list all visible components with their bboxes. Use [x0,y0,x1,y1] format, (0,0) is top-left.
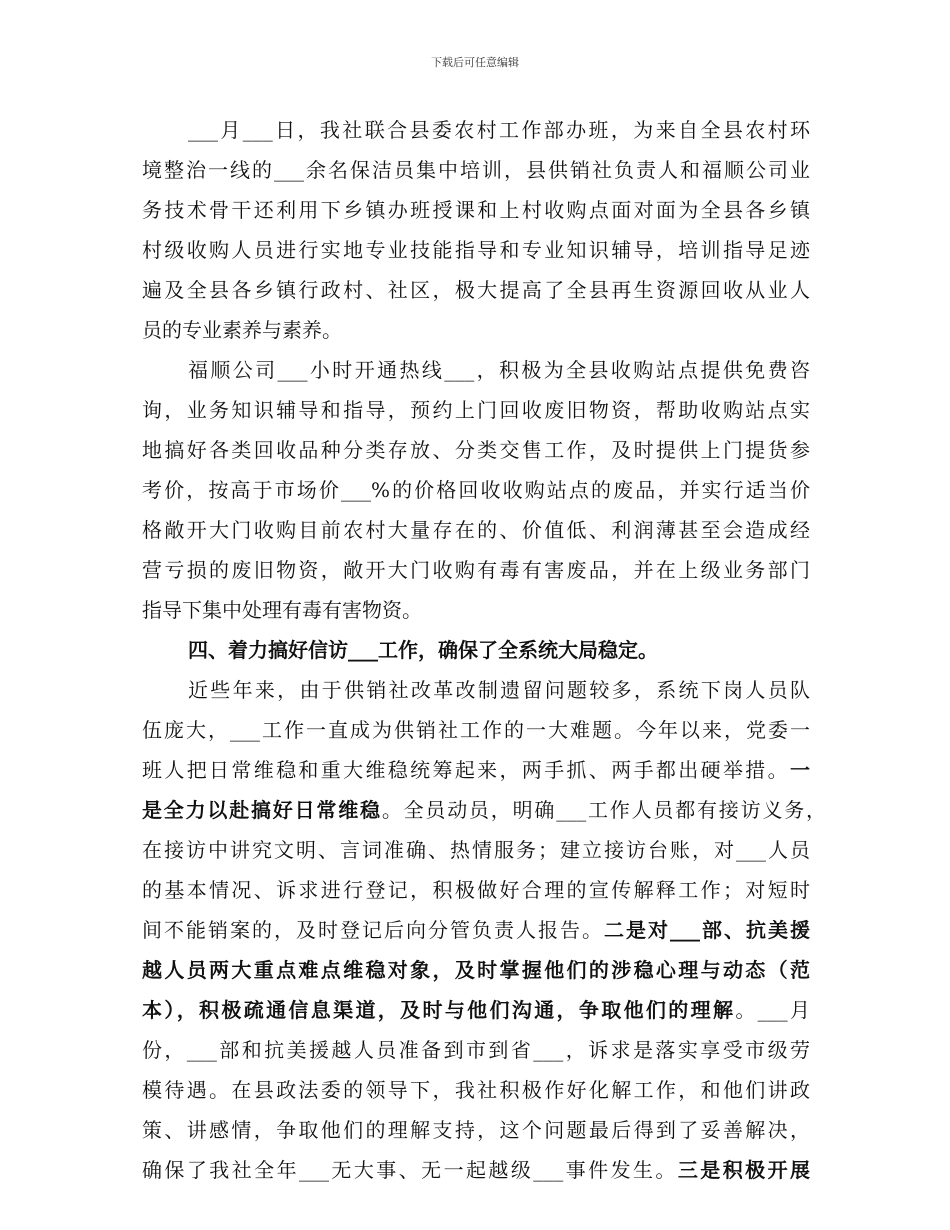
text-line [188,630,658,670]
bold-text-segment: 越人员两大重点难点维稳对象，及时掌握他们的涉稳心理与动态（范 [142,958,810,982]
text-line [142,1070,810,1110]
text-segment: 近些年来，由于供销社改革改制遗留问题较多，系统下岗人员队 [188,678,810,702]
text-line [142,230,810,270]
text-line [142,590,422,630]
text-segment: 模待遇。在县政法委的领导下，我社积极作好化解工作，和他们讲政 [142,1078,810,1102]
bold-text-segment: 本），积极疏通信息渠道，及时与他们沟通，争取他们的理解 [142,998,736,1022]
text-line [188,670,810,710]
text-segment: 员的专业素养与素养。 [142,318,342,342]
text-segment: 的基本情况、诉求进行登记，积极做好合理的宣传解释工作；对短时 [142,878,810,902]
text-segment: 班人把日常维稳和重大维稳统筹起来，两手抓、两手都出硬举措。 [142,758,790,782]
text-line [142,470,810,510]
text-line [142,550,810,590]
text-line [142,750,810,790]
text-line [142,310,342,350]
text-segment: 间不能销案的，及时登记后向分管负责人报告。 [142,918,604,942]
text-segment: ___月___日，我社联合县委农村工作部办班，为来自全县农村环 [188,118,810,142]
text-line [142,710,810,750]
text-line [142,1110,810,1150]
bold-text-segment: 四、着力搞好信访___工作，确保了全系统大局稳定。 [188,638,658,662]
text-line [142,1030,810,1070]
text-line [142,150,810,190]
text-line [142,270,810,310]
text-segment: 。全员动员，明确___工作人员都有接访义务， [381,798,827,822]
text-segment: 务技术骨干还利用下乡镇办班授课和上村收购点面对面为全县各乡镇 [142,198,810,222]
text-line [142,910,810,950]
text-line [142,390,810,430]
text-segment: 营亏损的废旧物资，敞开大门收购有毒有害废品，并在上级业务部门 [142,558,810,582]
text-segment: 在接访中讲究文明、言词准确、热情服务；建立接访台账，对___人员 [142,838,810,862]
bold-text-segment: 三是积极开展 [677,1158,811,1182]
text-line [142,190,810,230]
bold-text-segment: 二是对___部、抗美援 [604,918,810,942]
text-segment: 福顺公司___小时开通热线___，积极为全县收购站点提供免费咨 [188,358,810,382]
text-segment: 村级收购人员进行实地专业技能指导和专业知识辅导，培训指导足迹 [142,238,810,262]
page-header: 下载后可任意编辑 [431,56,519,69]
text-line [142,830,810,870]
text-line [142,950,810,990]
text-line [142,1150,810,1190]
text-segment: 考价，按高于市场价___%的价格回收收购站点的废品，并实行适当价 [142,478,810,502]
text-segment: 确保了我社全年___无大事、无一起越级___事件发生。 [142,1158,678,1182]
bold-text-segment: 一 [790,758,810,782]
text-line [142,990,810,1030]
text-line [142,790,826,830]
text-line [142,510,810,550]
text-segment: 指导下集中处理有毒有害物资。 [142,598,422,622]
text-segment: 境整治一线的___余名保洁员集中培训，县供销社负责人和福顺公司业 [142,158,810,182]
text-line [188,110,810,150]
text-line [142,870,810,910]
text-line [142,430,810,470]
text-segment: 询，业务知识辅导和指导，预约上门回收废旧物资，帮助收购站点实 [142,398,810,422]
text-segment: 份，___部和抗美援越人员准备到市到省___，诉求是落实享受市级劳 [142,1038,810,1062]
text-segment: 策、讲感情，争取他们的理解支持，这个问题最后得到了妥善解决， [142,1118,810,1142]
text-segment: 格敞开大门收购目前农村大量存在的、价值低、利润薄甚至会造成经 [142,518,810,542]
text-segment: 遍及全县各乡镇行政村、社区，极大提高了全县再生资源回收从业人 [142,278,810,302]
text-segment: 。___月 [735,998,811,1022]
text-segment: 地搞好各类回收品种分类存放、分类交售工作，及时提供上门提货参 [142,438,810,462]
text-segment: 伍庞大，___工作一直成为供销社工作的一大难题。今年以来，党委一 [142,718,810,742]
bold-text-segment: 是全力以赴搞好日常维稳 [142,798,382,822]
text-line [188,350,810,390]
